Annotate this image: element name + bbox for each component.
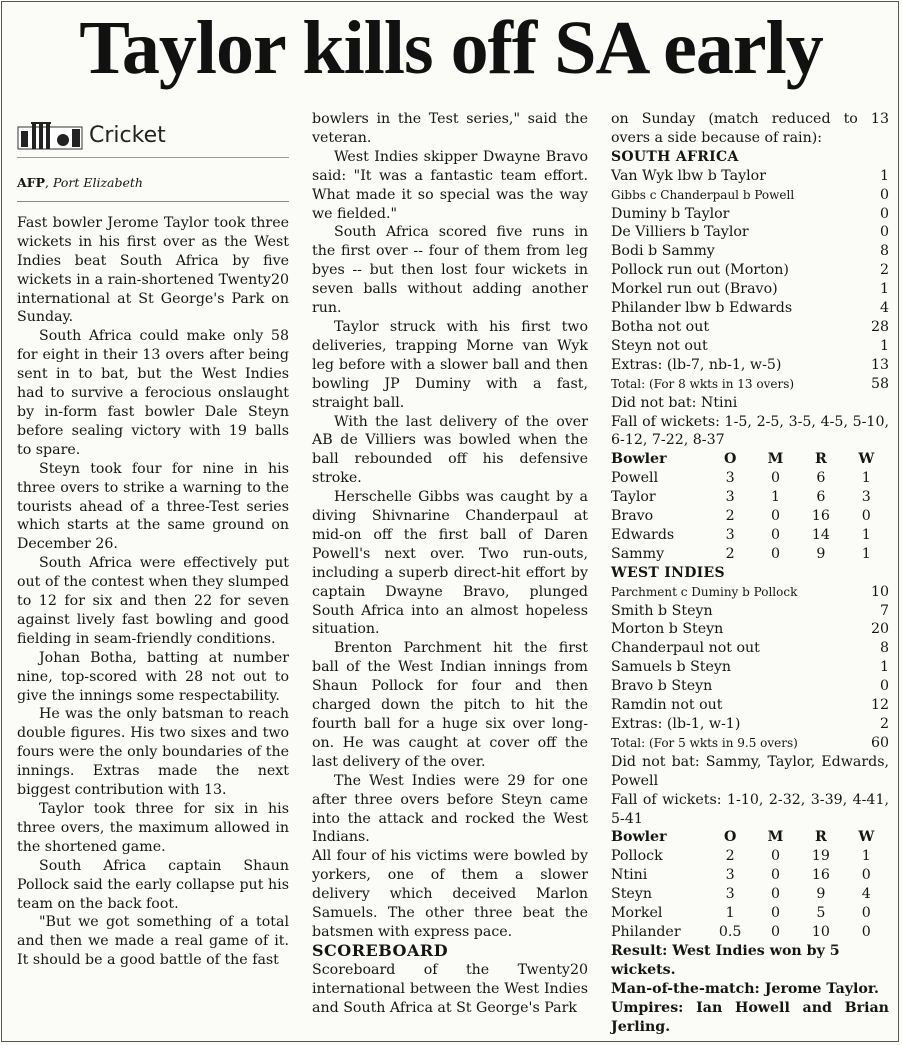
batting-row <box>611 299 889 318</box>
bowling-cell: 0 <box>771 848 781 865</box>
fall-of-wickets: Fall of wickets: 1-5, 2-5, 3-5, 4-5, 5-10, 6-12, 7-22, 8-37 <box>611 413 889 449</box>
bowling-row <box>611 866 889 885</box>
bowling-cell: 2 <box>725 848 735 865</box>
batting-row <box>611 356 889 375</box>
batting-row <box>611 223 889 242</box>
bowling-row <box>611 885 889 904</box>
runs: 13 <box>870 356 889 373</box>
article-column-2 <box>312 110 588 1018</box>
paragraph: South Africa could make only 58 for eight in their 13 overs after being sent in to bat, but the West Indies had to survive a ferocious onslaught by in-form fast bowler Dale Steyn before sealing victory with 19 balls to spare. <box>17 328 289 458</box>
batsman: Smith b Steyn <box>611 602 713 619</box>
batsman: Bravo b Steyn <box>611 678 713 695</box>
sa-bowling-table <box>611 450 889 563</box>
bowling-cell: 14 <box>811 526 830 543</box>
batting-row <box>611 318 889 337</box>
batsman: Pollock run out (Morton) <box>611 262 789 279</box>
bowling-cell: Morkel <box>611 905 663 922</box>
paragraph: Taylor struck with his first two deliveries, trapping Morne van Wyk leg before with a slower ball and then bowling JP Duminy with a fast, straight ball. <box>312 318 588 411</box>
batting-row <box>611 205 889 224</box>
runs: 28 <box>870 318 889 335</box>
bowling-row <box>611 507 889 526</box>
man-of-the-match: Man-of-the-match: Jerome Taylor. <box>611 980 879 997</box>
bowling-cell: 19 <box>811 848 830 865</box>
batting-row <box>611 620 889 639</box>
batting-row <box>611 242 889 261</box>
batting-row <box>611 337 889 356</box>
paragraph: All four of his victims were bowled by yorkers, one of them a slower delivery which deceived Marlon Samuels. The other three beat the batsmen with express pace. <box>312 848 588 940</box>
batsman: Total: (For 8 wkts in 13 overs) <box>611 376 795 391</box>
match-result: Result: West Indies won by 5 wickets. <box>611 942 840 978</box>
bowling-header-cell: O <box>723 829 737 846</box>
batsman: Extras: (lb-1, w-1) <box>611 716 741 732</box>
bowling-header-cell: R <box>814 829 827 846</box>
batting-row <box>611 696 889 715</box>
batsman: Duminy b Taylor <box>611 205 730 222</box>
bowling-cell: Bravo <box>611 508 654 525</box>
bowling-cell: 0 <box>771 545 781 562</box>
runs: 7 <box>879 602 889 619</box>
batting-row <box>611 375 889 394</box>
bowling-cell: 3 <box>725 489 735 506</box>
batsman: Total: (For 5 wkts in 9.5 overs) <box>611 735 798 750</box>
byline-place: Port Elizabeth <box>52 175 143 190</box>
bowling-cell: 16 <box>811 508 830 525</box>
sa-batting-list <box>611 167 889 394</box>
runs: 4 <box>879 300 889 317</box>
batting-row <box>611 583 889 602</box>
bowling-cell: 3 <box>725 886 735 903</box>
batsman: Samuels b Steyn <box>611 659 732 676</box>
runs: 0 <box>879 224 889 241</box>
bowling-cell: 3 <box>861 489 871 506</box>
runs: 8 <box>879 243 889 260</box>
paragraph: Taylor took three for six in his three overs, the maximum allowed in the shortened game. <box>17 801 289 855</box>
runs: 8 <box>879 640 889 657</box>
runs: 2 <box>879 262 889 279</box>
bowling-header-row <box>611 828 889 847</box>
bowling-cell: 3 <box>725 526 735 543</box>
bowling-cell: 4 <box>861 886 871 903</box>
runs: 0 <box>879 186 889 203</box>
team-heading-west-indies: WEST INDIES <box>611 564 725 581</box>
batting-row <box>611 602 889 621</box>
bowling-cell: 0 <box>861 867 871 884</box>
runs: 1 <box>879 659 889 676</box>
bowling-cell: 0 <box>771 886 781 903</box>
bowling-cell: Powell <box>611 470 659 487</box>
bowling-cell: Steyn <box>611 886 652 903</box>
bowling-cell: 0 <box>771 508 781 525</box>
paragraph: South Africa scored five runs in the first over -- four of them from leg byes -- but then lost four wickets in seven balls without adding another run. <box>312 224 588 317</box>
batsman: Chanderpaul not out <box>611 640 760 657</box>
bowling-cell: 0 <box>771 923 781 940</box>
team-heading-south-africa: SOUTH AFRICA <box>611 148 739 165</box>
paragraph: South Africa captain Shaun Pollock said the early collapse put his team on the back foot. <box>17 857 289 912</box>
paragraph: Steyn took four for nine in his three overs to strike a warning to the tourists ahead of a three-Test series which starts at the same ground on December 26. <box>17 460 289 553</box>
bowling-cell: 1 <box>861 526 871 543</box>
byline: AFP, Port Elizabeth <box>17 174 289 202</box>
batsman: Botha not out <box>611 318 710 335</box>
batsman: De Villiers b Taylor <box>611 224 749 241</box>
bowling-cell: Edwards <box>611 526 675 543</box>
paragraph: Brenton Parchment hit the first ball of the West Indian innings from Shaun Pollock for four and then charged down the pitch to hit the fourth ball for a huge six over long-on. He was caught at cover off the last delivery of the over. <box>312 640 588 770</box>
fall-of-wickets: Fall of wickets: 1-10, 2-32, 3-39, 4-41, 5-41 <box>611 791 889 827</box>
bowling-cell: 0 <box>771 470 781 487</box>
cricket-icon <box>17 121 83 151</box>
runs: 1 <box>879 337 889 354</box>
batting-row <box>611 280 889 299</box>
bowling-cell: 9 <box>816 545 826 562</box>
paragraph: Fast bowler Jerome Taylor took three wickets in his first over as the West Indies beat South Africa by five wickets in a rain-shortened Twenty20 international at St George's Park on Sunday. <box>17 214 289 326</box>
bowling-row <box>611 469 889 488</box>
batsman: Steyn not out <box>611 337 708 354</box>
section-label: Cricket <box>89 122 166 148</box>
scoreboard-heading: SCOREBOARD <box>312 940 449 960</box>
runs: 0 <box>879 205 889 222</box>
article-column-1 <box>17 118 289 970</box>
section-header <box>17 118 289 158</box>
bowling-row <box>611 545 889 564</box>
paragraph: West Indies skipper Dwayne Bravo said: "It was a fantastic team effort. What made it so special was the way we fielded." <box>312 148 588 222</box>
headline: Taylor kills off SA early <box>79 6 823 90</box>
bowling-cell: 0.5 <box>718 923 742 940</box>
paragraph: The West Indies were 29 for one after three overs before Steyn came into the attack and rocked the West Indians. <box>312 772 588 846</box>
bowling-cell: 0 <box>771 867 781 884</box>
batting-row <box>611 167 889 186</box>
batsman: Ramdin not out <box>611 697 723 714</box>
scoreboard-intro: Scoreboard of the Twenty20 international between the West Indies and South Africa at St George's Park <box>312 961 588 1016</box>
bowling-header-cell: M <box>767 829 784 846</box>
bowling-cell: 0 <box>861 905 871 922</box>
batsman: Morkel run out (Bravo) <box>611 281 778 298</box>
bowling-header-cell: R <box>814 451 827 468</box>
batting-row <box>611 639 889 658</box>
scoreboard-intro-continued: on Sunday (match reduced to 13 overs a side because of rain): <box>611 111 889 146</box>
runs: 20 <box>870 621 889 638</box>
bowling-cell: Ntini <box>611 867 648 884</box>
bowling-cell: 1 <box>861 470 871 487</box>
batsman: Gibbs c Chanderpaul b Powell <box>611 187 795 202</box>
umpires: Umpires: Ian Howell and Brian Jerling. <box>611 999 889 1035</box>
batting-row <box>611 261 889 280</box>
bowling-cell: 0 <box>771 905 781 922</box>
bowling-cell: 5 <box>816 905 826 922</box>
paragraph: With the last delivery of the over AB de Villiers was bowled when the ball rebounded off his defensive stroke. <box>312 413 588 487</box>
bowling-header-cell: Bowler <box>611 451 667 468</box>
bowling-cell: Pollock <box>611 848 663 865</box>
bowling-cell: 0 <box>861 508 871 525</box>
runs: 12 <box>870 697 889 714</box>
runs: 1 <box>879 281 889 298</box>
bowling-header-cell: M <box>767 451 784 468</box>
batsman: Extras: (lb-7, nb-1, w-5) <box>611 356 782 373</box>
scoreboard-column <box>611 110 889 1036</box>
bowling-cell: 0 <box>771 526 781 543</box>
bowling-row <box>611 526 889 545</box>
paragraph: South Africa were effectively put out of the contest when they slumped to 12 for six and then 22 for seven against lively fast bowling and good fielding in seam-friendly conditions. <box>17 555 289 647</box>
bowling-header-cell: O <box>723 451 737 468</box>
bowling-cell: 1 <box>861 848 871 865</box>
bowling-row <box>611 923 889 942</box>
bowling-cell: 6 <box>816 489 826 506</box>
bowling-cell: 2 <box>725 508 735 525</box>
paragraph: Herschelle Gibbs was caught by a diving Shivnarine Chanderpaul at mid-on off the first ball of Daren Powell's next over. Two run-outs, including a superb direct-hit effort by captain Dwayne Bravo, plunged South Africa into an almost hopeless situation. <box>312 489 588 638</box>
runs: 60 <box>870 734 889 751</box>
bowling-cell: Sammy <box>611 545 665 562</box>
paragraph: He was the only batsman to reach double figures. His two sixes and two fours were the only boundaries of the innings. Extras made the next biggest contribution with 13. <box>17 706 289 799</box>
wi-batting-list <box>611 583 889 753</box>
batsman: Bodi b Sammy <box>611 243 715 260</box>
bowling-cell: 3 <box>725 867 735 884</box>
bowling-header-cell: W <box>858 829 875 846</box>
runs: 0 <box>879 678 889 695</box>
batting-row <box>611 658 889 677</box>
runs: 10 <box>870 583 889 600</box>
bowling-header-cell: Bowler <box>611 829 667 846</box>
bowling-row <box>611 904 889 923</box>
bowling-cell: 10 <box>811 923 830 940</box>
paragraph: Johan Botha, batting at number nine, top-scored with 28 not out to give the innings some respectability. <box>17 649 289 704</box>
bowling-row <box>611 847 889 866</box>
bowling-cell: 0 <box>861 923 871 940</box>
bowling-cell: 6 <box>816 470 826 487</box>
batsman: Parchment c Duminy b Pollock <box>611 584 798 599</box>
byline-agency: AFP <box>17 175 45 190</box>
bowling-header-row <box>611 450 889 469</box>
bowling-cell: 1 <box>771 489 781 506</box>
batsman: Philander lbw b Edwards <box>611 300 793 317</box>
bowling-cell: 2 <box>725 545 735 562</box>
bowling-cell: 1 <box>861 545 871 562</box>
paragraph: bowlers in the Test series," said the veteran. <box>312 111 588 146</box>
bowling-cell: 9 <box>816 886 826 903</box>
did-not-bat: Did not bat: Ntini <box>611 394 738 411</box>
wi-bowling-table <box>611 828 889 941</box>
batting-row <box>611 186 889 205</box>
bowling-cell: 16 <box>811 867 830 884</box>
batsman: Morton b Steyn <box>611 621 724 638</box>
bowling-cell: Taylor <box>611 489 656 506</box>
bowling-row <box>611 488 889 507</box>
runs: 1 <box>879 167 889 184</box>
bowling-cell: 1 <box>725 905 735 922</box>
batsman: Van Wyk lbw b Taylor <box>611 167 767 184</box>
paragraph: "But we got something of a total and then we made a real game of it. It should be a good battle of the fast <box>17 914 289 969</box>
did-not-bat: Did not bat: Sammy, Taylor, Edwards, Powell <box>611 753 889 789</box>
batting-row <box>611 715 889 734</box>
bowling-cell: Philander <box>611 923 681 940</box>
runs: 2 <box>879 716 889 732</box>
runs: 58 <box>870 375 889 392</box>
batting-row <box>611 677 889 696</box>
bowling-header-cell: W <box>858 451 875 468</box>
bowling-cell: 3 <box>725 470 735 487</box>
batting-row <box>611 734 889 753</box>
